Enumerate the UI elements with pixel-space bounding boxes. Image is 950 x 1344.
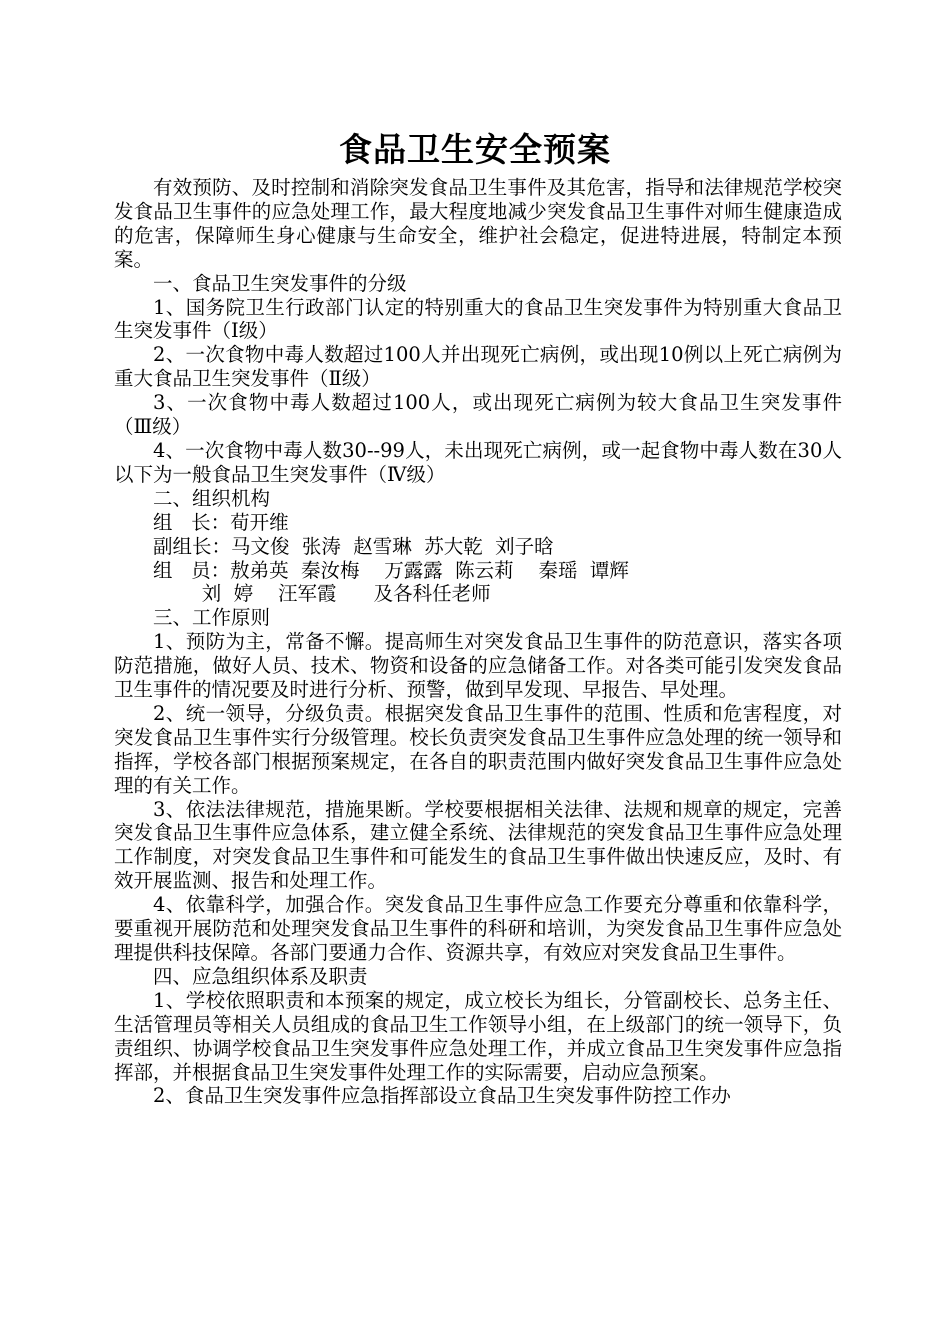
org-members: 组 员：敖弟英 秦汝梅 万露露 陈云莉 秦瑶 谭辉 (153, 558, 629, 582)
section-heading: 二、组织机构 (153, 486, 271, 510)
paragraph: 4、依靠科学，加强合作。突发食品卫生事件应急工作要充分尊重和依靠科学，要重视开展防范和处理突发食品卫生事件的科研和培训，为突发食品卫生事件应急处理提供科技保障。各部门要通力合作、资源共享，有效应对突发食品卫生事件。 (114, 893, 842, 964)
paragraph: 2、一次食物中毒人数超过100人并出现死亡病例，或出现10例以上死亡病例为重大食品卫生突发事件（Ⅱ级） (114, 343, 842, 391)
paragraph: 4、一次食物中毒人数30--99人，未出现死亡病例，或一起食物中毒人数在30人以下为一般食品卫生突发事件（Ⅳ级） (114, 438, 842, 486)
section-heading: 三、工作原则 (153, 606, 271, 630)
paragraph: 3、一次食物中毒人数超过100人，或出现死亡病例为较大食品卫生突发事件（Ⅲ级） (114, 391, 842, 439)
intro-paragraph: 有效预防、及时控制和消除突发食品卫生事件及其危害，指导和法律规范学校突发食品卫生事件的应急处理工作，最大程度地减少突发食品卫生事件对师生健康造成的危害，保障师生身心健康与生命安全，维护社会稳定，促进特进展，特制定本预案。 (114, 176, 842, 271)
paragraph: 2、食品卫生突发事件应急指挥部设立食品卫生突发事件防控工作办 (153, 1084, 731, 1108)
document-title: 食品卫生安全预案 (339, 130, 611, 169)
org-members-continued: 刘 婷 汪军霞 及各科任老师 (201, 582, 491, 606)
paragraph: 3、依法法律规范，措施果断。学校要根据相关法律、法规和规章的规定，完善突发食品卫生事件应急体系，建立健全系统、法律规范的突发食品卫生事件应急处理工作制度，对突发食品卫生事件和可能发生的食品卫生事件做出快速反应，及时、有效开展监测、报告和处理工作。 (114, 797, 842, 893)
section-heading: 四、应急组织体系及职责 (153, 964, 368, 988)
paragraph: 1、国务院卫生行政部门认定的特别重大的食品卫生突发事件为特别重大食品卫生突发事件（Ⅰ级） (114, 295, 842, 343)
org-leader: 组 长：荀开维 (153, 510, 289, 534)
paragraph: 1、预防为主，常备不懈。提高师生对突发食品卫生事件的防范意识，落实各项防范措施，做好人员、技术、物资和设备的应急储备工作。对各类可能引发突发食品卫生事件的情况要及时进行分析、预警，做到早发现、早报告、早处理。 (114, 630, 842, 702)
document-body (114, 176, 842, 1108)
paragraph: 2、统一领导，分级负责。根据突发食品卫生事件的范围、性质和危害程度，对突发食品卫生事件实行分级管理。校长负责突发食品卫生事件应急处理的统一领导和指挥，学校各部门根据预案规定，在各自的职责范围内做好突发食品卫生事件应急处理的有关工作。 (114, 701, 842, 797)
org-deputy: 副组长：马文俊 张涛 赵雪琳 苏大乾 刘子晗 (153, 534, 554, 558)
section-heading: 一、食品卫生突发事件的分级 (153, 271, 407, 295)
paragraph: 1、学校依照职责和本预案的规定，成立校长为组长，分管副校长、总务主任、生活管理员等相关人员组成的食品卫生工作领导小组，在上级部门的统一领导下，负责组织、协调学校食品卫生突发事件应急处理工作，并成立食品卫生突发事件应急指挥部，并根据食品卫生突发事件处理工作的实际需要，启动应急预案。 (114, 988, 842, 1084)
